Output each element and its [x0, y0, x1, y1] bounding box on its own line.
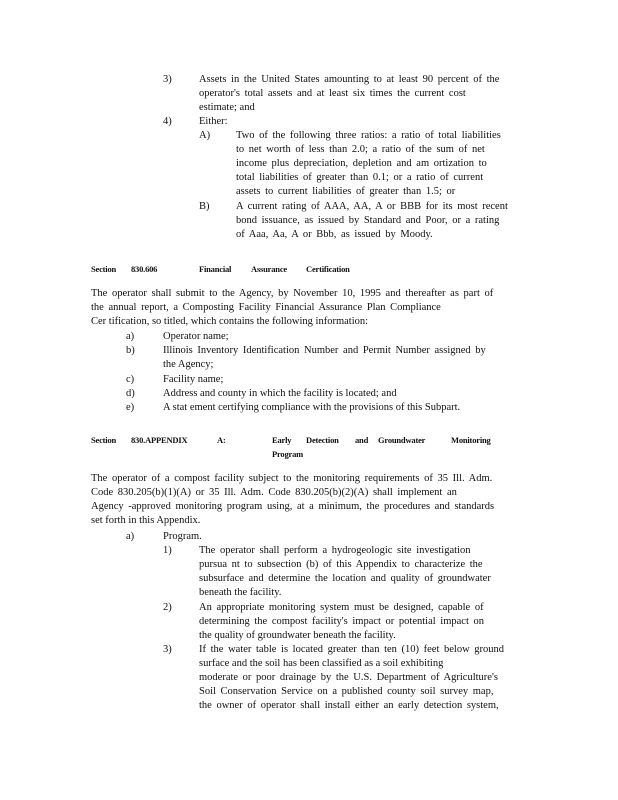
text-line: Illinois Inventory Identification Number and Permit Number assigned by — [163, 345, 486, 356]
list-marker: a) — [126, 531, 135, 542]
list-item-text — [199, 643, 516, 713]
list-marker: d) — [126, 388, 135, 399]
text-line: the annual report, a Composting Facility Financial Assurance Plan Compliance — [91, 302, 441, 313]
text-line: operator's total assets and at least six times the current cost — [199, 88, 466, 99]
list-marker: b) — [126, 345, 135, 356]
text-line: Agency -approved monitoring program using, at a minimum, the procedures and standards — [91, 501, 495, 512]
text-line: income plus depreciation, depletion and am ortization to — [236, 158, 487, 169]
text-line: the owner of operator shall install either an early detection system, — [199, 700, 499, 711]
text-line: assets to current liabilities of greater than 1.5; or — [236, 186, 456, 197]
section-number: 830.APPENDIX — [131, 435, 188, 445]
section-title-word: Detection — [306, 435, 339, 445]
list-marker: 3) — [163, 74, 172, 85]
list-marker: 2) — [163, 602, 172, 613]
section-title-word: and — [355, 435, 369, 445]
section-title-word: Groundwater — [378, 435, 426, 445]
text-line: pursua nt to subsection (b) of this Appendix to characterize the — [199, 559, 483, 570]
section-number: 830.606 — [131, 264, 158, 274]
section-title-word: Monitoring — [451, 435, 491, 445]
list-item-text: Program. — [163, 531, 202, 542]
text-line: the Agency; — [163, 359, 214, 370]
section-label: Section — [91, 435, 117, 445]
list-item-text — [236, 200, 517, 242]
list-item-text: Either: — [199, 116, 228, 127]
text-line: Code 830.205(b)(1)(A) or 35 Ill. Adm. Code 830.205(b)(2)(A) shall implement an — [91, 487, 457, 498]
section-title-word: Assurance — [251, 264, 287, 274]
list-marker: 1) — [163, 545, 172, 556]
list-item-text — [236, 129, 516, 199]
text-line: Two of the following three ratios: a ratio of total liabilities — [236, 130, 501, 141]
list-marker: e) — [126, 402, 135, 413]
list-item-text — [199, 73, 517, 115]
list-marker: 4) — [163, 116, 172, 127]
list-item-text: Operator name; — [163, 331, 229, 342]
text-line: If the water table is located greater than ten (10) feet below ground — [199, 644, 505, 655]
text-line: the quality of groundwater beneath the facility. — [199, 630, 396, 641]
list-item-text: Address and county in which the facility is located; and — [163, 388, 397, 399]
text-line: Assets in the United States amounting to at least 90 percent of the — [199, 74, 500, 85]
paragraph — [91, 287, 518, 329]
text-line: Cer tification, so titled, which contains the following information: — [91, 316, 369, 327]
list-item-text — [163, 344, 515, 372]
section-title-word: Program — [272, 449, 304, 459]
text-line: bond issuance, as issued by Standard and Poor, or a rating — [236, 215, 500, 226]
text-line: set forth in this Appendix. — [91, 515, 201, 526]
list-item-text — [199, 601, 506, 643]
text-line: A current rating of AAA, AA, A or BBB for its most recent — [236, 201, 508, 212]
section-title-word: Financial — [199, 264, 232, 274]
list-item-text: Facility name; — [163, 374, 224, 385]
text-line: of Aaa, Aa, A or Bbb, as issued by Moody. — [236, 229, 433, 240]
text-line: An appropriate monitoring system must be designed, capable of — [199, 602, 484, 613]
section-letter: A: — [217, 435, 226, 445]
section-label: Section — [91, 264, 117, 274]
text-line: The operator shall submit to the Agency, by November 10, 1995 and thereafter as part of — [91, 288, 494, 299]
text-line: estimate; and — [199, 102, 255, 113]
paragraph — [91, 472, 518, 528]
text-line: surface and the soil has been classified as a soil exhibiting — [199, 658, 444, 669]
text-line: beneath the facility. — [199, 587, 282, 598]
section-title-word: Certification — [306, 264, 350, 274]
text-line: The operator shall perform a hydrogeologic site investigation — [199, 545, 471, 556]
text-line: total liabilities of greater than 0.1; or a ratio of current — [236, 172, 484, 183]
text-line: The operator of a compost facility subject to the monitoring requirements of 35 Ill. Adm. — [91, 473, 493, 484]
list-item-text — [199, 544, 497, 600]
list-marker: a) — [126, 331, 135, 342]
section-title-word: Early — [272, 435, 292, 445]
text-line: subsurface and determine the location and quality of groundwater — [199, 573, 491, 584]
text-line: to net worth of less than 2.0; a ratio of the sum of net — [236, 144, 485, 155]
list-marker: c) — [126, 374, 135, 385]
list-item-text: A stat ement certifying compliance with the provisions of this Subpart. — [163, 402, 461, 413]
text-line: determining the compost facility's impact or potential impact on — [199, 616, 484, 627]
list-marker: A) — [199, 130, 211, 141]
list-marker: 3) — [163, 644, 172, 655]
text-line: moderate or poor drainage by the U.S. Department of Agriculture's — [199, 672, 498, 683]
text-line: Soil Conservation Service on a published county soil survey map, — [199, 686, 494, 697]
list-marker: B) — [199, 201, 210, 212]
